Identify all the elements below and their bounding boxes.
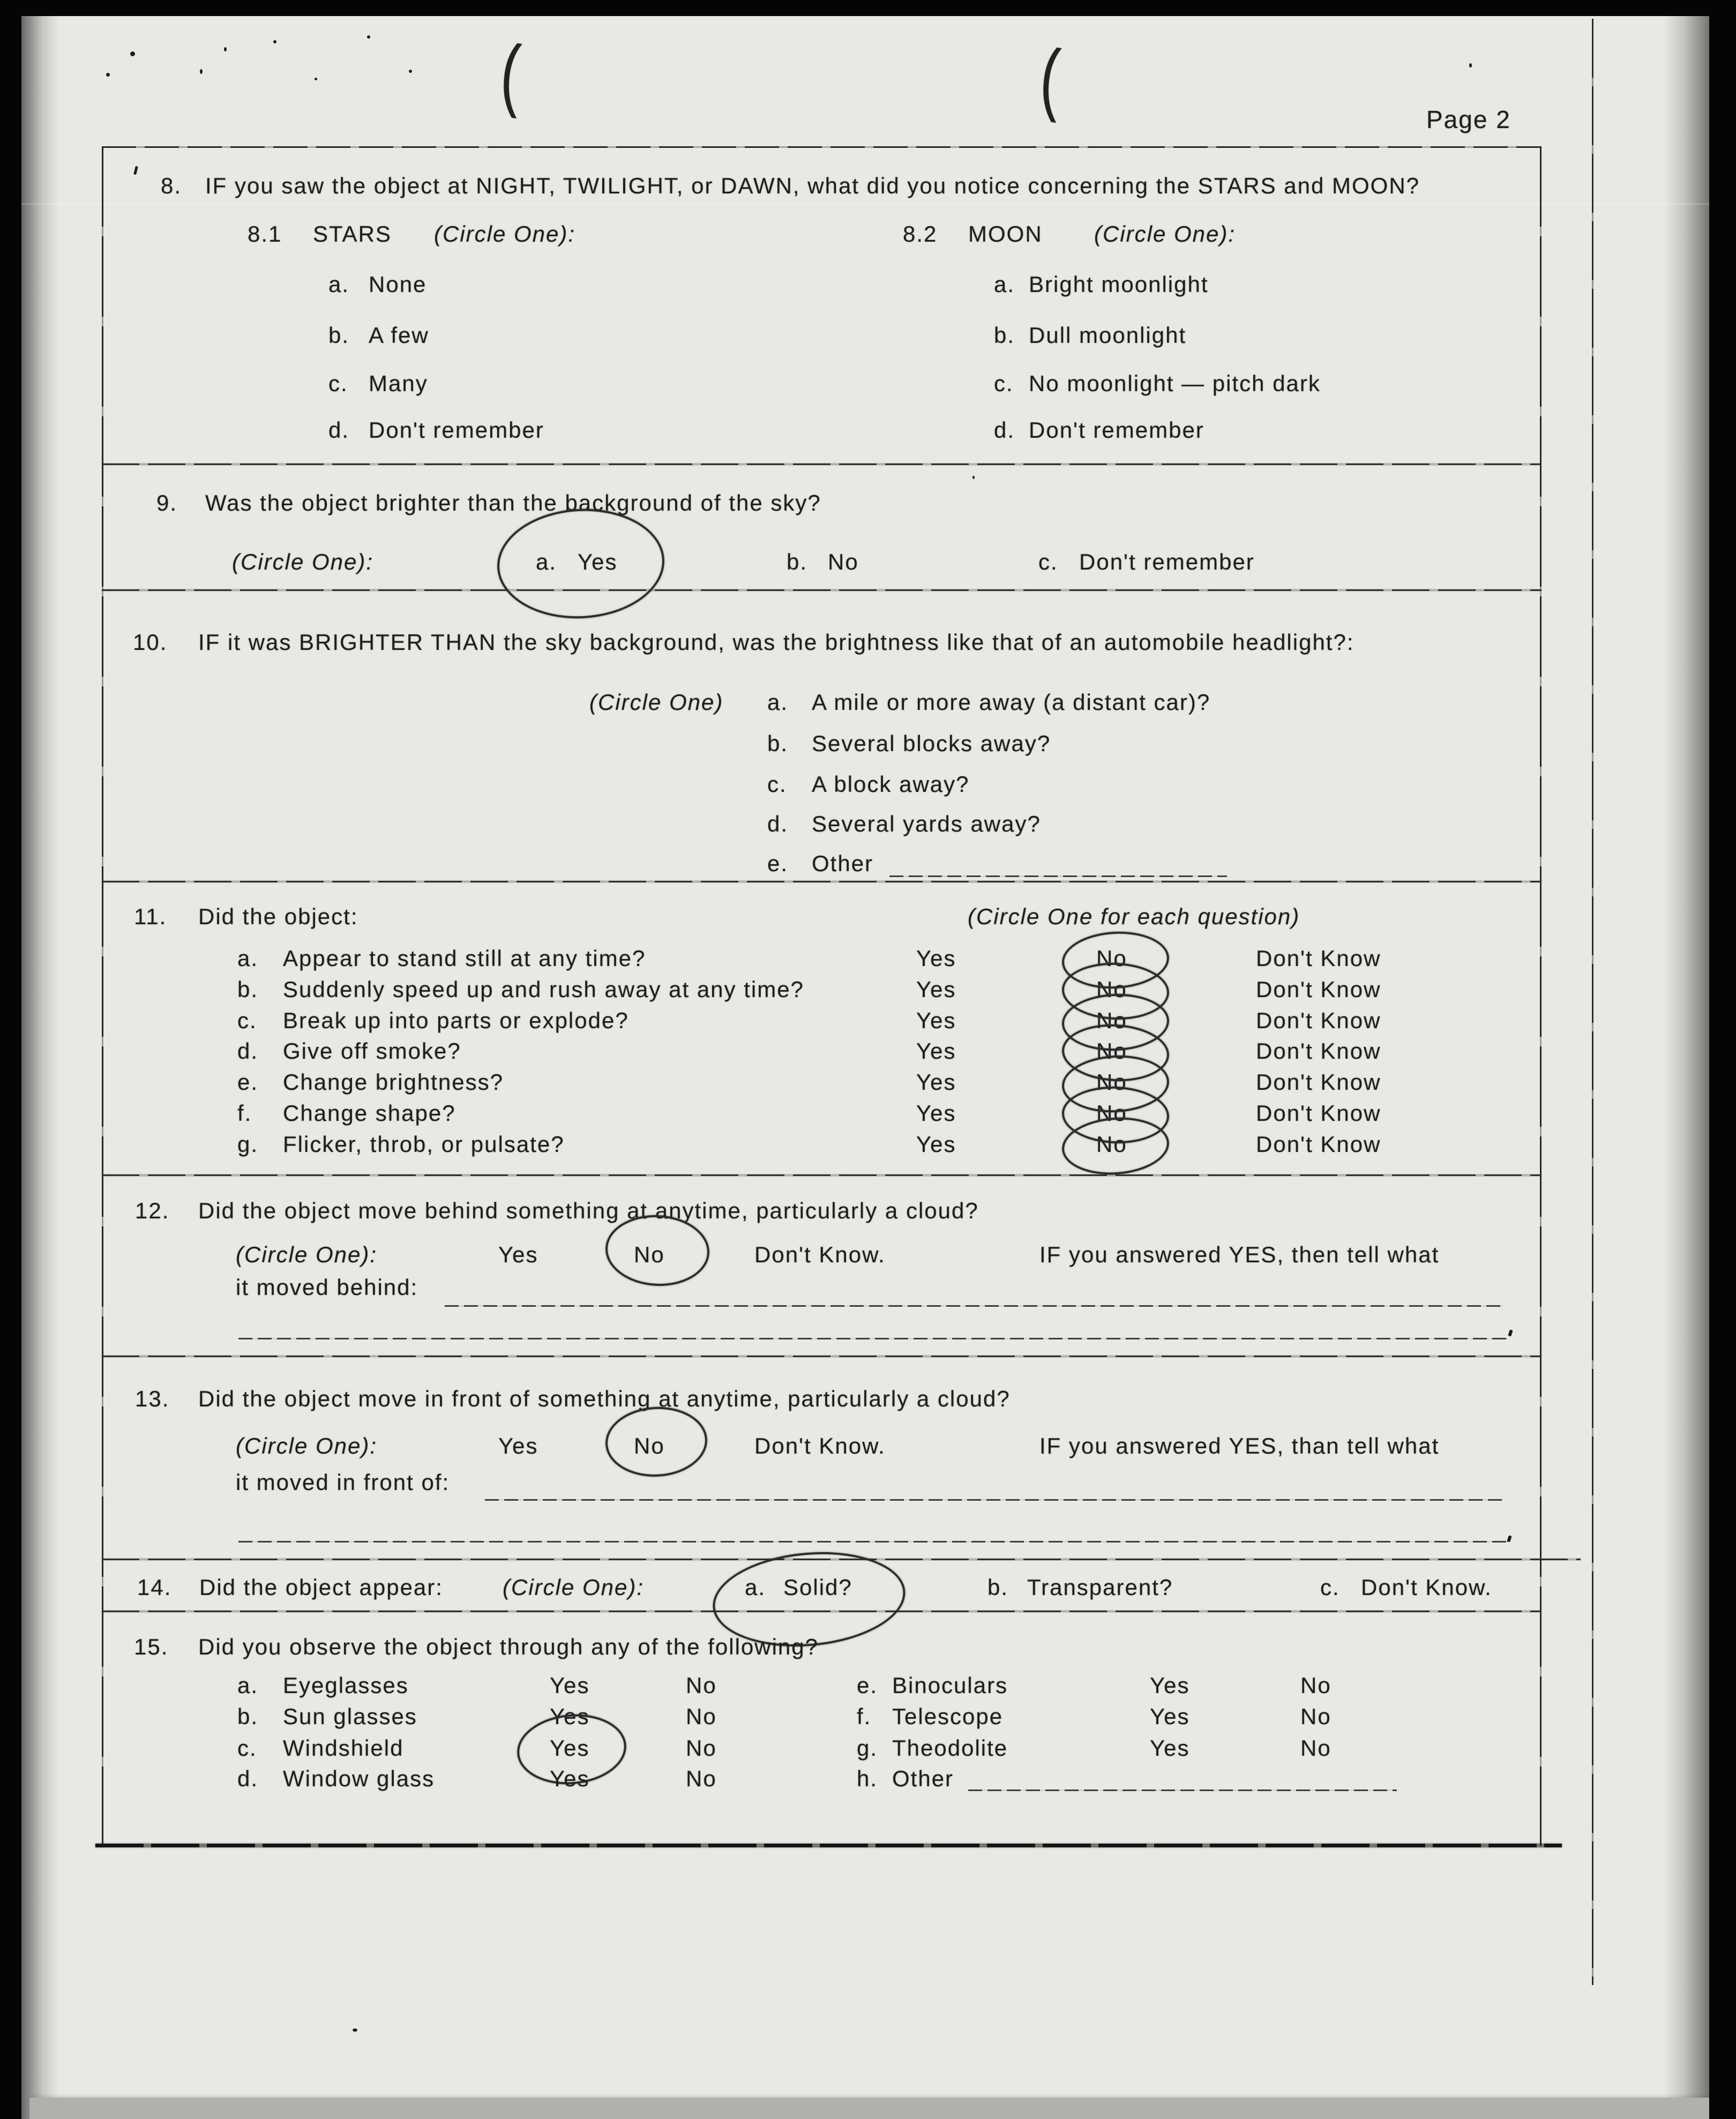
ink-speck	[972, 476, 975, 479]
q11-row-no: No	[1096, 1038, 1127, 1064]
formbox-border-top	[102, 146, 1542, 148]
q12-moved-behind-label: it moved behind:	[236, 1275, 418, 1300]
q13-circle-one-label: (Circle One):	[236, 1433, 378, 1458]
q11-row-dont-know: Don't Know	[1256, 1100, 1381, 1126]
q8-text: IF you saw the object at NIGHT, TWILIGHT, or DAWN, what did you notice concerning the STARS and MOON?	[205, 173, 1420, 198]
q11-row-no: No	[1096, 1008, 1127, 1033]
q11-row-dont-know: Don't Know	[1256, 977, 1381, 1002]
q13-number: 13.	[135, 1386, 170, 1411]
formbox-border-left	[102, 146, 103, 1846]
q11-row-text: Suddenly speed up and rush away at any time?	[283, 977, 804, 1002]
q9-option-b-letter: b.	[787, 549, 808, 574]
q9-option-c-letter: c.	[1038, 549, 1058, 574]
q12-if-yes-text: IF you answered YES, then tell what	[1039, 1242, 1440, 1267]
q13-moved-in-front-label: it moved in front of:	[236, 1470, 450, 1495]
q8-stars-option-letter: b.	[328, 323, 350, 348]
ink-speck	[106, 73, 110, 77]
q8-stars-option-letter: a.	[328, 272, 350, 297]
q11-row-letter: f.	[237, 1100, 252, 1126]
q12-text: Did the object move behind something at anytime, particularly a cloud?	[198, 1198, 979, 1223]
q15-row-letter: c.	[237, 1735, 257, 1761]
q14-option-a-letter: a.	[745, 1575, 766, 1600]
q9-option-c-label: Don't remember	[1079, 549, 1255, 574]
q8-stars-option-letter: c.	[328, 371, 348, 396]
q13-text: Did the object move in front of something at anytime, particularly a cloud?	[198, 1386, 1011, 1411]
q12-yes: Yes	[498, 1242, 538, 1267]
q15-row-yes: Yes	[550, 1735, 590, 1761]
q8-stars-option-label: Many	[369, 371, 428, 396]
q11-text: Did the object:	[198, 904, 358, 929]
other-blank-line	[889, 875, 1227, 877]
q10-option-label: Several blocks away?	[812, 731, 1051, 756]
q15-row-item: Binoculars	[892, 1673, 1008, 1698]
q14-number: 14.	[137, 1575, 172, 1600]
q15-row-no: No	[1300, 1735, 1331, 1761]
q8-2-title: MOON	[968, 221, 1043, 246]
q9-number: 9.	[156, 490, 178, 515]
q15-row-item: Other	[892, 1766, 954, 1791]
q8-moon-option-letter: b.	[994, 323, 1015, 348]
q15-row-no: No	[1300, 1704, 1331, 1729]
scan-artifact-line	[21, 204, 1709, 205]
q8-moon-option-letter: d.	[994, 417, 1015, 443]
q12-no: No	[634, 1242, 665, 1267]
q15-row-item: Eyeglasses	[283, 1673, 409, 1698]
q11-row-letter: a.	[237, 946, 259, 971]
q9-text: Was the object brighter than the background of the sky?	[205, 490, 821, 515]
q14-option-b-letter: b.	[987, 1575, 1009, 1600]
q11-row-letter: e.	[237, 1069, 259, 1095]
q8-stars-option-label: None	[369, 272, 427, 297]
answer-blank-line	[445, 1305, 1503, 1307]
q10-option-label: A mile or more away (a distant car)?	[812, 690, 1211, 715]
separator	[102, 1356, 1542, 1357]
paper-sheet	[21, 16, 1709, 2119]
q11-row-dont-know: Don't Know	[1256, 946, 1381, 971]
q15-row-letter: d.	[237, 1766, 259, 1791]
scan-artifact-vertical-line	[1592, 19, 1593, 1985]
q11-row-no: No	[1096, 946, 1127, 971]
q11-row-no: No	[1096, 977, 1127, 1002]
separator	[102, 463, 1542, 465]
q15-row-item: Telescope	[892, 1704, 1004, 1729]
q11-row-letter: g.	[237, 1132, 259, 1157]
q11-row-dont-know: Don't Know	[1256, 1038, 1381, 1064]
q9-option-a-label: Yes	[578, 549, 618, 574]
page-number: Page 2	[1426, 106, 1511, 133]
q12-dont-know: Don't Know.	[754, 1242, 886, 1267]
answer-blank-line	[485, 1499, 1503, 1501]
q11-row-text: Change brightness?	[283, 1069, 504, 1095]
ink-speck	[367, 35, 370, 39]
left-shadow-edge	[21, 16, 59, 2119]
q15-row-no: No	[686, 1673, 717, 1698]
q15-row-yes: Yes	[550, 1704, 590, 1729]
bottom-scan-band	[29, 2098, 1709, 2119]
q11-row-letter: c.	[237, 1008, 257, 1033]
q10-circle-one-label: (Circle One)	[589, 690, 724, 715]
q11-row-text: Flicker, throb, or pulsate?	[283, 1132, 565, 1157]
q15-row-letter: b.	[237, 1704, 259, 1729]
q10-option-letter: e.	[767, 851, 789, 876]
q8-moon-option-label: Don't remember	[1029, 417, 1204, 443]
q11-row-letter: b.	[237, 977, 259, 1002]
pen-paren-mark: (	[497, 26, 524, 119]
q15-row-letter: e.	[857, 1673, 878, 1698]
q11-row-text: Break up into parts or explode?	[283, 1008, 629, 1033]
q12-circle-one-label: (Circle One):	[236, 1242, 378, 1267]
pen-paren-mark: (	[1037, 31, 1064, 124]
q15-row-no: No	[1300, 1673, 1331, 1698]
separator	[102, 589, 1542, 591]
q13-no: No	[634, 1433, 665, 1458]
q11-row-dont-know: Don't Know	[1256, 1132, 1381, 1157]
q15-row-item: Theodolite	[892, 1735, 1008, 1761]
q11-row-no: No	[1096, 1069, 1127, 1095]
q8-2-circle-one-label: (Circle One):	[1094, 221, 1236, 246]
q8-1-title: STARS	[313, 221, 392, 246]
q11-number: 11.	[134, 904, 167, 929]
q15-row-letter: h.	[857, 1766, 878, 1791]
ink-speck	[224, 47, 227, 51]
answer-blank-line	[238, 1541, 1507, 1543]
q11-row-yes: Yes	[916, 977, 956, 1002]
q15-number: 15.	[134, 1634, 169, 1659]
q11-circle-one-label: (Circle One for each question)	[968, 904, 1300, 929]
q15-row-letter: f.	[857, 1704, 872, 1729]
ink-speck	[200, 69, 203, 74]
formbox-border-right	[1540, 146, 1542, 1846]
formbox-border-bottom	[95, 1844, 1562, 1847]
separator	[102, 881, 1542, 882]
q11-row-dont-know: Don't Know	[1256, 1008, 1381, 1033]
other-blank-line	[968, 1789, 1397, 1791]
q8-moon-option-label: Dull moonlight	[1029, 323, 1187, 348]
q11-row-text: Give off smoke?	[283, 1038, 461, 1064]
q11-row-letter: d.	[237, 1038, 259, 1064]
q11-row-text: Change shape?	[283, 1100, 456, 1126]
q15-row-item: Windshield	[283, 1735, 404, 1761]
q10-number: 10.	[133, 630, 168, 655]
q14-option-b-label: Transparent?	[1027, 1575, 1173, 1600]
q9-option-b-label: No	[828, 549, 859, 574]
right-shadow-edge	[1664, 16, 1709, 2119]
q14-circle-one-label: (Circle One):	[503, 1575, 645, 1600]
q8-1-number: 8.1	[248, 221, 282, 246]
answer-blank-line	[238, 1338, 1507, 1339]
q13-if-yes-text: IF you answered YES, than tell what	[1039, 1433, 1440, 1458]
q14-text: Did the object appear:	[199, 1575, 443, 1600]
q8-1-circle-one-label: (Circle One):	[434, 221, 576, 246]
q15-row-no: No	[686, 1766, 717, 1791]
q15-row-yes: Yes	[1150, 1735, 1190, 1761]
q11-row-yes: Yes	[916, 1132, 956, 1157]
ink-speck	[315, 78, 317, 80]
q15-text: Did you observe the object through any of the following?	[198, 1634, 819, 1659]
q11-row-yes: Yes	[916, 1100, 956, 1126]
q15-row-item: Window glass	[283, 1766, 435, 1791]
q12-number: 12.	[135, 1198, 170, 1223]
q9-circle-one-label: (Circle One):	[232, 549, 374, 574]
q11-row-dont-know: Don't Know	[1256, 1069, 1381, 1095]
q9-option-a-letter: a.	[536, 549, 557, 574]
ink-speck	[409, 70, 412, 73]
q8-moon-option-letter: a.	[994, 272, 1015, 297]
q8-stars-option-letter: d.	[328, 417, 350, 443]
q8-2-number: 8.2	[903, 221, 938, 246]
separator	[102, 1174, 1542, 1176]
q15-row-no: No	[686, 1704, 717, 1729]
q10-option-label: Several yards away?	[812, 811, 1041, 836]
q11-row-no: No	[1096, 1132, 1127, 1157]
q8-number: 8.	[161, 173, 182, 198]
q11-row-yes: Yes	[916, 1069, 956, 1095]
q15-row-yes: Yes	[550, 1673, 590, 1698]
ink-speck	[130, 51, 135, 56]
q14-option-c-letter: c.	[1320, 1575, 1340, 1600]
q11-row-yes: Yes	[916, 946, 956, 971]
q11-row-yes: Yes	[916, 1038, 956, 1064]
q10-text: IF it was BRIGHTER THAN the sky background, was the brightness like that of an automobile headlight?:	[198, 630, 1355, 655]
q10-option-label: Other	[812, 851, 874, 876]
q15-row-no: No	[686, 1735, 717, 1761]
q11-row-yes: Yes	[916, 1008, 956, 1033]
q10-option-letter: a.	[767, 690, 789, 715]
q15-row-yes: Yes	[1150, 1704, 1190, 1729]
q8-stars-option-label: Don't remember	[369, 417, 544, 443]
q11-row-no: No	[1096, 1100, 1127, 1126]
q15-row-yes: Yes	[550, 1766, 590, 1791]
q8-stars-option-label: A few	[369, 323, 429, 348]
q15-row-letter: g.	[857, 1735, 878, 1761]
q15-row-yes: Yes	[1150, 1673, 1190, 1698]
q13-dont-know: Don't Know.	[754, 1433, 886, 1458]
q13-yes: Yes	[498, 1433, 538, 1458]
q10-option-letter: b.	[767, 731, 789, 756]
q8-moon-option-letter: c.	[994, 371, 1014, 396]
q10-option-letter: d.	[767, 811, 789, 836]
q10-option-label: A block away?	[812, 772, 970, 797]
ink-speck	[273, 40, 276, 43]
q14-option-c-label: Don't Know.	[1361, 1575, 1492, 1600]
q15-row-letter: a.	[237, 1673, 259, 1698]
q8-moon-option-label: Bright moonlight	[1029, 272, 1209, 297]
q11-row-text: Appear to stand still at any time?	[283, 946, 646, 971]
ink-speck	[353, 2028, 357, 2032]
q14-option-a-label: Solid?	[783, 1575, 852, 1600]
ink-speck	[1469, 63, 1472, 68]
q15-row-item: Sun glasses	[283, 1704, 417, 1729]
q8-moon-option-label: No moonlight — pitch dark	[1029, 371, 1321, 396]
q10-option-letter: c.	[767, 772, 787, 797]
